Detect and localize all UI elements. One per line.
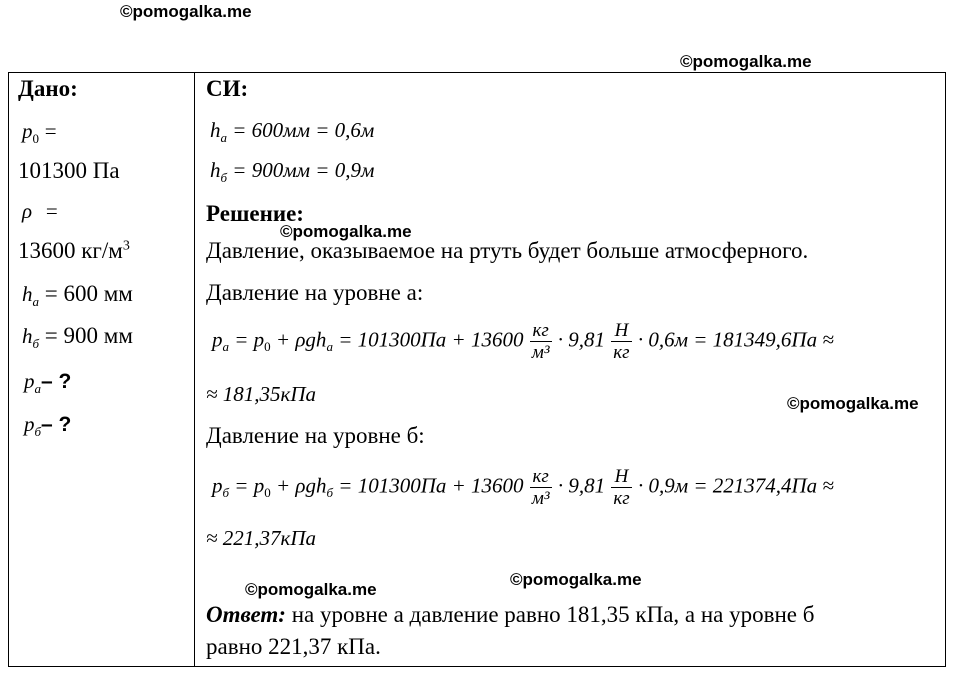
solution-heading: Решение: xyxy=(206,201,304,226)
si-line-ha: $h_а = 600мм = 0,6м$ xyxy=(210,118,375,145)
given-p0-value: 101300 Па xyxy=(18,158,120,183)
given-pb-unknown: $p_б-$ ? xyxy=(24,412,72,439)
answer-line-1: Ответ: на уровне а давление равно 181,35 кПа, а на уровне б xyxy=(206,602,815,627)
watermark: ©pomogalka.me xyxy=(245,580,377,599)
watermark: ©pomogalka.me xyxy=(280,222,412,241)
given-pa-unknown: $p_а-$ ? xyxy=(24,369,72,396)
watermark: ©pomogalka.me xyxy=(120,2,252,21)
column-divider xyxy=(194,72,195,667)
level-b-label: Давление на уровне б: xyxy=(206,423,425,448)
given-p0: $p_0$ = xyxy=(22,119,57,146)
given-heading: Дано: xyxy=(18,76,78,101)
given-ha: $h_а = 600$ мм xyxy=(22,281,133,309)
answer-label: Ответ: xyxy=(206,602,286,627)
watermark: ©pomogalka.me xyxy=(510,570,642,589)
watermark: ©pomogalka.me xyxy=(680,52,812,71)
fraction-kg-m3: $\frac{кг}{\text{м³}}$ xyxy=(531,320,550,363)
result-a: ≈ 181,35кПа xyxy=(206,382,317,406)
level-a-label: Давление на уровне а: xyxy=(206,280,424,305)
equation-b: $p_б = p_0 + \rho gh_б = 101300Па + 13600$ $\frac{кг}{\text{м³}}$ · 9,81 $\frac{Н}{кг}$ · 0,9м = 221374,4Па ≈ xyxy=(212,466,834,509)
watermark: ©pomogalka.me xyxy=(787,394,919,413)
equation-a: $p_а = p_0 + \rho gh_а = 101300Па + 13600$ $\frac{кг}{\text{м³}}$ · 9,81 $\frac{Н}{кг}$ · 0,6м = 181349,6Па ≈ xyxy=(212,320,834,363)
result-b: ≈ 221,37кПа xyxy=(206,526,317,550)
answer-line-2: равно 221,37 кПа. xyxy=(206,634,381,659)
fraction-n-kg: $\frac{Н}{кг}$ xyxy=(613,466,630,509)
given-rho-value: 13600 $кг/м^3$ xyxy=(18,238,130,263)
solution-intro: Давление, оказываемое на ртуть будет больше атмосферного. xyxy=(206,238,809,263)
given-rho: ρ = xyxy=(22,199,58,223)
fraction-kg-m3: $\frac{кг}{\text{м³}}$ xyxy=(531,466,550,509)
si-line-hb: $h_б = 900мм = 0,9м$ xyxy=(210,158,375,185)
solution-table xyxy=(8,72,946,667)
fraction-n-kg: $\frac{Н}{кг}$ xyxy=(613,320,630,363)
given-hb: $h_б = 900$ мм xyxy=(22,323,133,351)
si-heading: СИ: xyxy=(206,76,249,101)
